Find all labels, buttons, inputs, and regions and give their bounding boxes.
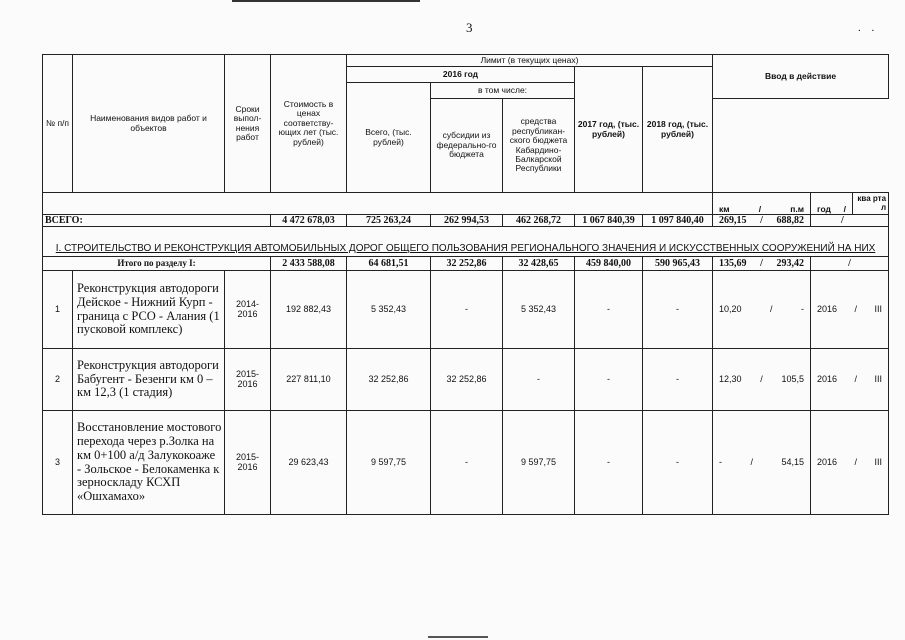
row-terms: 2015-2016 [225,349,271,411]
grand-total-pm: 688,82 [776,215,805,226]
row-republic: 5 352,43 [503,271,575,349]
section-subtotal-federal: 32 252,86 [431,257,503,271]
row-num: 1 [43,271,73,349]
row-km: 10,20 [719,303,742,314]
row-year: 2016 [817,303,838,314]
row-km: 12,30 [719,373,742,384]
row-pm: - [801,303,804,314]
row-quarter: III [874,303,883,314]
grand-total-year-sep: / [811,215,889,227]
header-federal: субсидии из федерально-го бюджета [431,99,503,193]
section-title-row [43,227,889,257]
row-terms: 2015-2016 [225,411,271,515]
grand-total-km: 269,15 [719,215,747,226]
grand-total-cost: 4 472 678,03 [271,215,347,227]
row-name: Восстановление мостового перехода через р.Золка на км 0+100 а/д Залукокоаже - Зольское - Белокаменка к зерноскладу КСХП «Ошхамахо» [73,411,225,515]
row-2018: - [643,411,713,515]
grand-total-2018: 1 097 840,40 [643,215,713,227]
grand-total-total: 725 263,24 [347,215,431,227]
table-row [43,411,889,515]
row-2017: - [575,271,643,349]
section-subtotal-2017: 459 840,00 [575,257,643,271]
row-slash: / [854,456,858,467]
header-slash-1: / [758,203,762,214]
section-subtotal-republic: 32 428,65 [503,257,575,271]
row-pm: 54,15 [781,456,804,467]
row-name: Реконструкция автодороги Бабугент - Безенги км 0 – км 12,3 (1 стадия) [73,349,225,411]
bottom-rule [428,636,488,638]
row-2017: - [575,411,643,515]
row-republic: - [503,349,575,411]
header-year: год [817,203,831,214]
row-2018: - [643,349,713,411]
grand-total-federal: 262 994,53 [431,215,503,227]
table-row [43,349,889,411]
commission-units-row [43,193,889,215]
header-quarter: ква рта л [853,193,889,215]
row-total: 32 252,86 [347,349,431,411]
row-terms: 2014-2016 [225,271,271,349]
section-subtotal-pm: 293,42 [776,258,805,269]
corner-marks: . . [858,22,879,34]
row-slash: / [854,303,858,314]
header-slash-2: / [843,203,847,214]
grand-total-slash: / [760,215,763,226]
section-subtotal-row [43,257,889,271]
grand-total-label: ВСЕГО: [43,215,271,227]
grand-total-2017: 1 067 840,39 [575,215,643,227]
header-name: Наименования видов работ и объектов [73,55,225,193]
header-2017: 2017 год, (тыс. рублей) [575,67,643,193]
row-num: 3 [43,411,73,515]
row-slash: / [854,373,858,384]
grand-total-row [43,215,889,227]
header-including: в том числе: [431,83,575,99]
page-number: 3 [466,20,473,35]
header-republic: средства республикан-ского бюджета Кабардино-Балкарской Республики [503,99,575,193]
row-total: 9 597,75 [347,411,431,515]
row-federal: - [431,411,503,515]
header-limit: Лимит (в текущих ценах) [347,55,713,67]
row-total: 5 352,43 [347,271,431,349]
row-cost: 29 623,43 [271,411,347,515]
row-quarter: III [874,373,883,384]
row-num: 2 [43,349,73,411]
row-federal: - [431,271,503,349]
section-subtotal-total: 64 681,51 [347,257,431,271]
header-km: км [719,203,730,214]
row-pm: 105,5 [781,373,804,384]
section-subtotal-2018: 590 965,43 [643,257,713,271]
header-commission: Ввод в действие [713,55,889,99]
row-name: Реконструкция автодороги Дейское - Нижний Курп - граница с РСО - Алания (1 пусковой комплекс) [73,271,225,349]
row-km: - [719,456,723,467]
grand-total-republic: 462 268,72 [503,215,575,227]
table-row [43,271,889,349]
section-title: I. СТРОИТЕЛЬСТВО И РЕКОНСТРУКЦИЯ АВТОМОБИЛЬНЫХ ДОРОГ ОБЩЕГО ПОЛЬЗОВАНИЯ РЕГИОНАЛЬНОГО ЗНАЧЕНИЯ И ИСКУССТВЕННЫХ СООРУЖЕНИЙ НА НИХ [43,227,889,257]
section-subtotal-km: 135,69 [719,258,747,269]
header-year-2016: 2016 год [347,67,575,83]
section-subtotal-cost: 2 433 588,08 [271,257,347,271]
row-slash: / [750,456,753,467]
row-federal: 32 252,86 [431,349,503,411]
row-2017: - [575,349,643,411]
row-slash: / [760,373,763,384]
section-subtotal-slash: / [760,258,763,269]
top-rule [232,0,420,2]
header-cost: Стоимость в ценах соответству-ющих лет (тыс. рублей) [271,55,347,193]
row-2018: - [643,271,713,349]
section-subtotal-year-sep: / [811,257,889,271]
header-total: Всего, (тыс. рублей) [347,83,431,193]
row-quarter: III [874,456,883,467]
row-cost: 227 811,10 [271,349,347,411]
row-year: 2016 [817,456,838,467]
row-slash: / [770,303,773,314]
budget-table [42,54,889,515]
row-cost: 192 882,43 [271,271,347,349]
header-num: № п/п [43,55,73,193]
header-2018: 2018 год, (тыс. рублей) [643,67,713,193]
row-republic: 9 597,75 [503,411,575,515]
header-pm: п.м [790,203,805,214]
section-subtotal-label: Итого по разделу I: [43,257,271,271]
row-year: 2016 [817,373,838,384]
header-terms: Сроки выпол-нения работ [225,55,271,193]
